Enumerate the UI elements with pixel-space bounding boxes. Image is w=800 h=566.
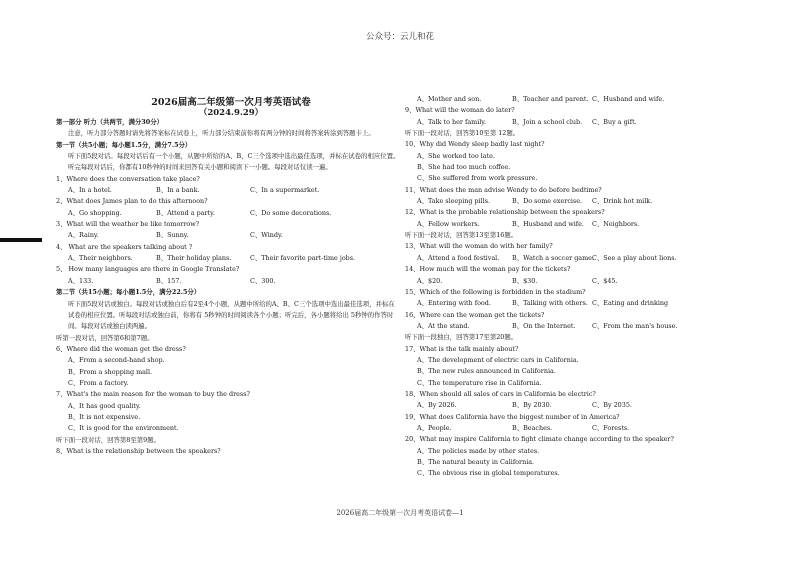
listening-instruction: 听第一段对话，回答第6和第7题。 [56, 333, 154, 342]
option-a: A、133. [68, 276, 94, 285]
option-a: A、People. [417, 423, 452, 432]
option-c: C、From the man's house. [592, 321, 678, 330]
option-c: C、Forests. [592, 423, 630, 432]
option-c: C、The obvious rise in global temperatures. [417, 469, 560, 478]
question-8: 8、What is the relationship between the speakers? [56, 446, 221, 455]
question-13: 13、What will the woman do with her family? [405, 242, 553, 251]
option-c: C、From a factory. [68, 378, 129, 387]
option-a: A、Entering with food. [417, 299, 491, 308]
option-a: A、Talk to her family. [417, 117, 487, 126]
option-a: A、The policies made by other states. [417, 446, 540, 455]
question-8-options [405, 94, 695, 105]
question-18-options [405, 400, 695, 411]
option-b: B、On the Internet. [512, 321, 576, 330]
option-a: A、From a second-hand shop. [68, 356, 165, 365]
option-a: A、Attend a food festival. [417, 253, 500, 262]
question-19: 19、What does California have the biggest number of in America? [405, 412, 620, 421]
option-b: B、Talking with others. [512, 299, 588, 308]
listening-instruction: 听下面一段对话，回答第8至第9题。 [56, 435, 160, 444]
option-b: B、Watch a soccer game. [512, 253, 594, 262]
option-a: A、Go shopping. [68, 208, 122, 217]
section2-directions: 听下面5段对话或独白。每段对话或独白后有2至4个小题，从题中所给的A、B、C三个选项中选出最佳选项，并标在试卷的相应位置。听每段对话或独白前，你将有 5秒钟的时间阅读各个小题；听完后，各小题将给出 5秒钟的作答时间。每段对话或独白读两遍。 [68, 299, 395, 331]
option-b: B、$30. [512, 276, 538, 285]
option-c: C、In a supermarket. [250, 186, 320, 195]
question-15-options [405, 298, 695, 309]
left-column [56, 117, 401, 457]
question-15: 15、Which of the following is forbidden in the stadium? [405, 287, 586, 296]
option-a: A、Mother and son. [417, 95, 482, 103]
listening-instruction: 听下面一段独白，回答第17至第20题。 [405, 333, 518, 342]
option-b: B、She had too much coffee. [417, 163, 511, 172]
option-a: A、She worked too late. [417, 151, 495, 160]
option-b: B、The new rules announced in California. [417, 367, 556, 376]
right-column [405, 94, 695, 480]
question-3-options [56, 230, 401, 241]
option-a: A、Take sleeping pills. [417, 197, 491, 206]
option-b: B、From a shopping mall. [68, 367, 153, 376]
page-footer: 2026届高二年级第一次月考英语试卷—1 [336, 509, 464, 517]
question-10: 10、Why did Wendy sleep badly last night? [405, 140, 545, 149]
option-c: C、By 2035. [592, 401, 632, 410]
option-b: B、157. [156, 276, 182, 285]
option-c: C、Drink hot milk. [592, 197, 653, 206]
option-a: A、Their neighbors. [68, 254, 133, 263]
option-c: C、Windy. [250, 231, 283, 240]
option-b: B、It is not expensive. [68, 412, 141, 421]
question-2-options [56, 208, 401, 219]
listening-instruction: 听下面一段对话，回答第13至第16题。 [405, 231, 518, 240]
option-b: B、Their holiday plans. [156, 254, 232, 263]
option-c: C、Eating and drinking [592, 299, 669, 308]
question-18: 18、When should all sales of cars in California be electric? [405, 389, 596, 398]
question-6: 6、Where did the woman get the dress? [56, 344, 186, 353]
question-4: 4、 What are the speakers talking about ? [56, 242, 193, 251]
option-b: B、Husband and wife. [512, 219, 584, 228]
exam-date: （2024.9.29） [198, 108, 264, 118]
question-9: 9、What will the woman do later? [405, 106, 515, 115]
part1-heading: 第一部分 听力（共两节，满分30分） [56, 118, 163, 126]
margin-bar [0, 238, 42, 242]
option-a: A、In a hotel. [68, 186, 112, 195]
section1-directions: 听下面5段对话。每段对话后有一个小题，从题中所给的A、B、C三个选项中选出最佳选项，并标在试卷的相应位置。听完每段对话后，你都有10秒钟的时间来回答有关小题和阅读下一小题。每段对话仅读一遍。 [68, 152, 400, 172]
question-5-options [56, 276, 401, 287]
question-14: 14、How much will the woman pay for the tickets? [405, 265, 571, 274]
question-19-options [405, 423, 695, 434]
option-b: B、In a bank. [156, 186, 200, 195]
option-c: C、She suffered from work pressure. [417, 174, 538, 183]
option-b: B、The natural beauty in California. [417, 458, 535, 466]
part1-note: 注意，听力部分答题时请先将答案标在试卷上，听力部分结束前你将有两分钟的时间将答案转涂到答题卡上。 [68, 129, 375, 138]
question-11: 11、What does the man advise Wendy to do before bedtime? [405, 185, 602, 194]
option-c: C、Buy a gift. [592, 117, 637, 126]
question-17: 17、What is the talk mainly about? [405, 344, 519, 353]
option-a: A、It has good quality. [68, 401, 141, 410]
option-a: A、Rainy. [68, 231, 99, 240]
question-3: 3、What will the weather be like tomorrow? [56, 220, 200, 229]
question-7: 7、What's the main reason for the woman to buy the dress? [56, 390, 250, 399]
question-1: 1、Where does the conversation take place? [56, 174, 200, 183]
question-2: 2、What does James plan to do this afternoon? [56, 197, 208, 206]
option-b: B、Teacher and parent. [512, 95, 589, 103]
option-b: B、Beaches. [512, 423, 553, 432]
option-a: A、$20. [417, 276, 443, 285]
question-11-options [405, 196, 695, 207]
option-b: B、Attend a party. [156, 208, 215, 217]
section2-heading: 第二节（共15小题；每小题1.5分，满分22.5分） [56, 288, 201, 297]
question-16: 16、Where can the woman get the tickets? [405, 310, 545, 319]
option-c: C、It is good for the environment. [68, 424, 179, 433]
question-12: 12、What is the probable relationship between the speakers? [405, 208, 605, 217]
option-a: A、The development of electric cars in California. [417, 355, 579, 364]
question-1-options [56, 185, 401, 196]
question-12-options [405, 219, 695, 230]
option-a: A、At the stand. [417, 321, 470, 330]
option-c: C、Husband and wife. [592, 95, 665, 103]
option-c: C、Do some decorations. [250, 208, 332, 217]
question-20: 20、What may inspire California to fight climate change according to the speaker? [405, 435, 674, 444]
option-c: C、300. [250, 276, 276, 285]
listening-instruction: 听下面一段对话，回答第10至第 12题。 [405, 129, 520, 138]
exam-title: 2026届高二年级第一次月考英语试卷 [151, 97, 311, 108]
option-b: B、Sunny. [156, 231, 189, 240]
option-b: B、Join a school club. [512, 117, 583, 126]
question-9-options [405, 117, 695, 128]
question-14-options [405, 276, 695, 287]
option-c: C、The temperature rise in California. [417, 378, 542, 387]
option-c: C、Neighbors. [592, 219, 640, 228]
question-5: 5、 How many languages are there in Google Translate? [56, 265, 240, 274]
option-a: A、Fellow workers. [417, 219, 480, 228]
option-c: C、Their favorite part-time jobs. [250, 254, 356, 263]
page-header: 公众号：云儿和花 [365, 32, 434, 42]
question-13-options [405, 253, 695, 264]
option-a: A、By 2026. [417, 401, 457, 410]
section1-heading: 第一节（共5小题；每小题1.5分，满分7.5分） [56, 140, 192, 149]
option-c: C、See a play about lions. [592, 253, 677, 262]
option-c: C、$45. [592, 276, 618, 285]
option-b: B、Do some exercise. [512, 197, 583, 206]
option-b: B、By 2030. [512, 401, 552, 410]
question-16-options [405, 321, 695, 332]
question-4-options [56, 253, 401, 264]
